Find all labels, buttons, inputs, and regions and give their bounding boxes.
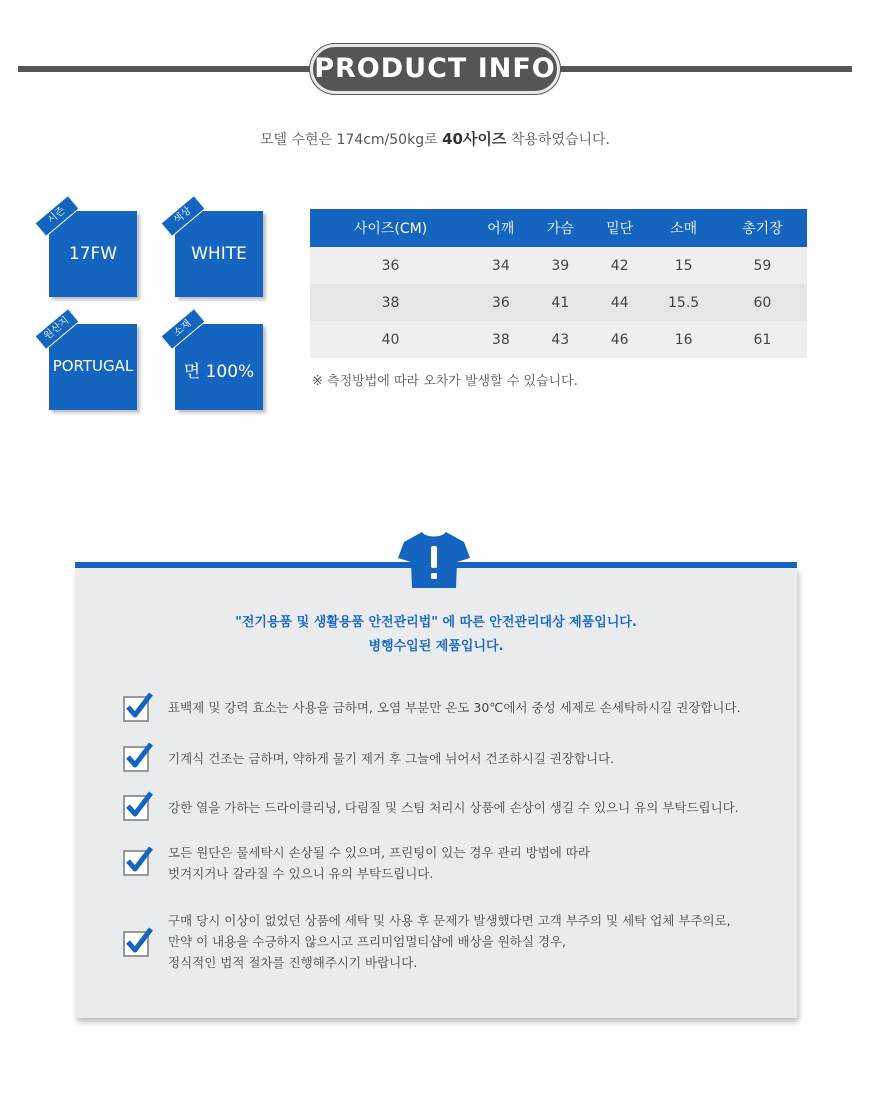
- spec-value: WHITE: [191, 244, 247, 264]
- checkbox-checked-icon: [123, 846, 153, 876]
- care-text-line: 만약 이 내용을 수긍하지 않으시고 프리미엄멀티샵에 배상을 원하실 경우,: [168, 934, 567, 949]
- col-header: 어깨: [471, 209, 530, 247]
- table-cell: 41: [531, 284, 590, 321]
- table-cell: 44: [590, 284, 649, 321]
- section-title: PRODUCT INFO: [310, 44, 560, 94]
- care-text: [168, 748, 614, 769]
- table-cell: 46: [590, 321, 649, 358]
- care-text-line: 표백제 및 강력 효소는 사용을 금하며, 오염 부분만 온도 30℃에서 중성 세제로 손세탁하시길 권장합니다.: [168, 700, 741, 715]
- spec-tag: 소재: [160, 308, 205, 350]
- care-title: [75, 611, 797, 659]
- care-text-line: 모든 원단은 물세탁시 손상될 수 있으며, 프린팅이 있는 경우 관리 방법에 따라: [168, 845, 591, 860]
- table-cell: 60: [718, 284, 807, 321]
- table-cell: 16: [649, 321, 717, 358]
- care-title-line1: "전기용품 및 생활용품 안전관리법" 에 따른 안전관리대상 제품입니다.: [235, 615, 637, 630]
- care-text-line: 구매 당시 이상이 없었던 상품에 세탁 및 사용 후 문제가 발생했다면 고객 부주의 및 세탁 업체 부주의로,: [168, 913, 731, 928]
- care-text-line: 기계식 건조는 금하며, 약하게 물기 제거 후 그늘에 뉘어서 건조하시길 권장합니다.: [168, 751, 615, 766]
- care-text: [168, 842, 590, 884]
- care-text: [168, 697, 741, 718]
- size-table-header: [310, 209, 807, 247]
- table-cell: 40: [310, 321, 471, 358]
- spec-value: PORTUGAL: [52, 357, 134, 375]
- spec-value: 면 100%: [183, 362, 255, 382]
- table-cell: 38: [310, 284, 471, 321]
- checkbox-checked-icon: [123, 742, 153, 772]
- tshirt-warning-icon: [398, 528, 470, 590]
- col-header: 총기장: [718, 209, 807, 247]
- spec-tag: 색상: [160, 195, 205, 237]
- col-header: 사이즈(CM): [310, 209, 471, 247]
- table-cell: 34: [471, 247, 530, 284]
- col-header: 밑단: [590, 209, 649, 247]
- table-cell: 36: [310, 247, 471, 284]
- table-cell: 42: [590, 247, 649, 284]
- table-cell: 61: [718, 321, 807, 358]
- checkbox-checked-icon: [123, 791, 153, 821]
- care-text: [168, 910, 731, 973]
- measure-note: ※ 측정방법에 따라 오차가 발생할 수 있습니다.: [312, 374, 578, 389]
- care-text-line: 벗겨지거나 갈라질 수 있으니 유의 부탁드립니다.: [168, 866, 434, 881]
- table-row: [310, 284, 807, 321]
- table-row: [310, 247, 807, 284]
- care-text-line: 강한 열을 가하는 드라이클리닝, 다림질 및 스팀 처리시 상품에 손상이 생길 수 있으니 유의 부탁드립니다.: [168, 800, 739, 815]
- table-cell: 43: [531, 321, 590, 358]
- spec-tag: 시즌: [34, 195, 79, 237]
- spec-color: [171, 205, 263, 297]
- table-row: [310, 321, 807, 358]
- size-table: [310, 209, 807, 358]
- checkbox-checked-icon: [123, 692, 153, 722]
- spec-season: [45, 205, 137, 297]
- table-cell: 15: [649, 247, 717, 284]
- spec-value: 17FW: [68, 244, 118, 264]
- table-cell: 38: [471, 321, 530, 358]
- model-note-suffix: 착용하였습니다.: [506, 132, 610, 148]
- spec-origin: [42, 315, 137, 410]
- col-header: 소매: [649, 209, 717, 247]
- care-title-line2: 병행수입된 제품입니다.: [368, 639, 504, 654]
- model-note: [0, 128, 870, 149]
- care-text-line: 정식적인 법적 절차를 진행해주시기 바랍니다.: [168, 955, 418, 970]
- table-cell: 39: [531, 247, 590, 284]
- model-note-prefix: 모델 수현은 174cm/50kg로: [259, 132, 443, 148]
- table-cell: 36: [471, 284, 530, 321]
- care-text: [168, 797, 739, 818]
- spec-material: [171, 318, 263, 410]
- table-cell: 59: [718, 247, 807, 284]
- table-cell: 15.5: [649, 284, 717, 321]
- model-note-size: 40사이즈: [442, 130, 507, 148]
- col-header: 가슴: [531, 209, 590, 247]
- spec-tag: 원산지: [34, 308, 79, 350]
- checkbox-checked-icon: [123, 927, 153, 957]
